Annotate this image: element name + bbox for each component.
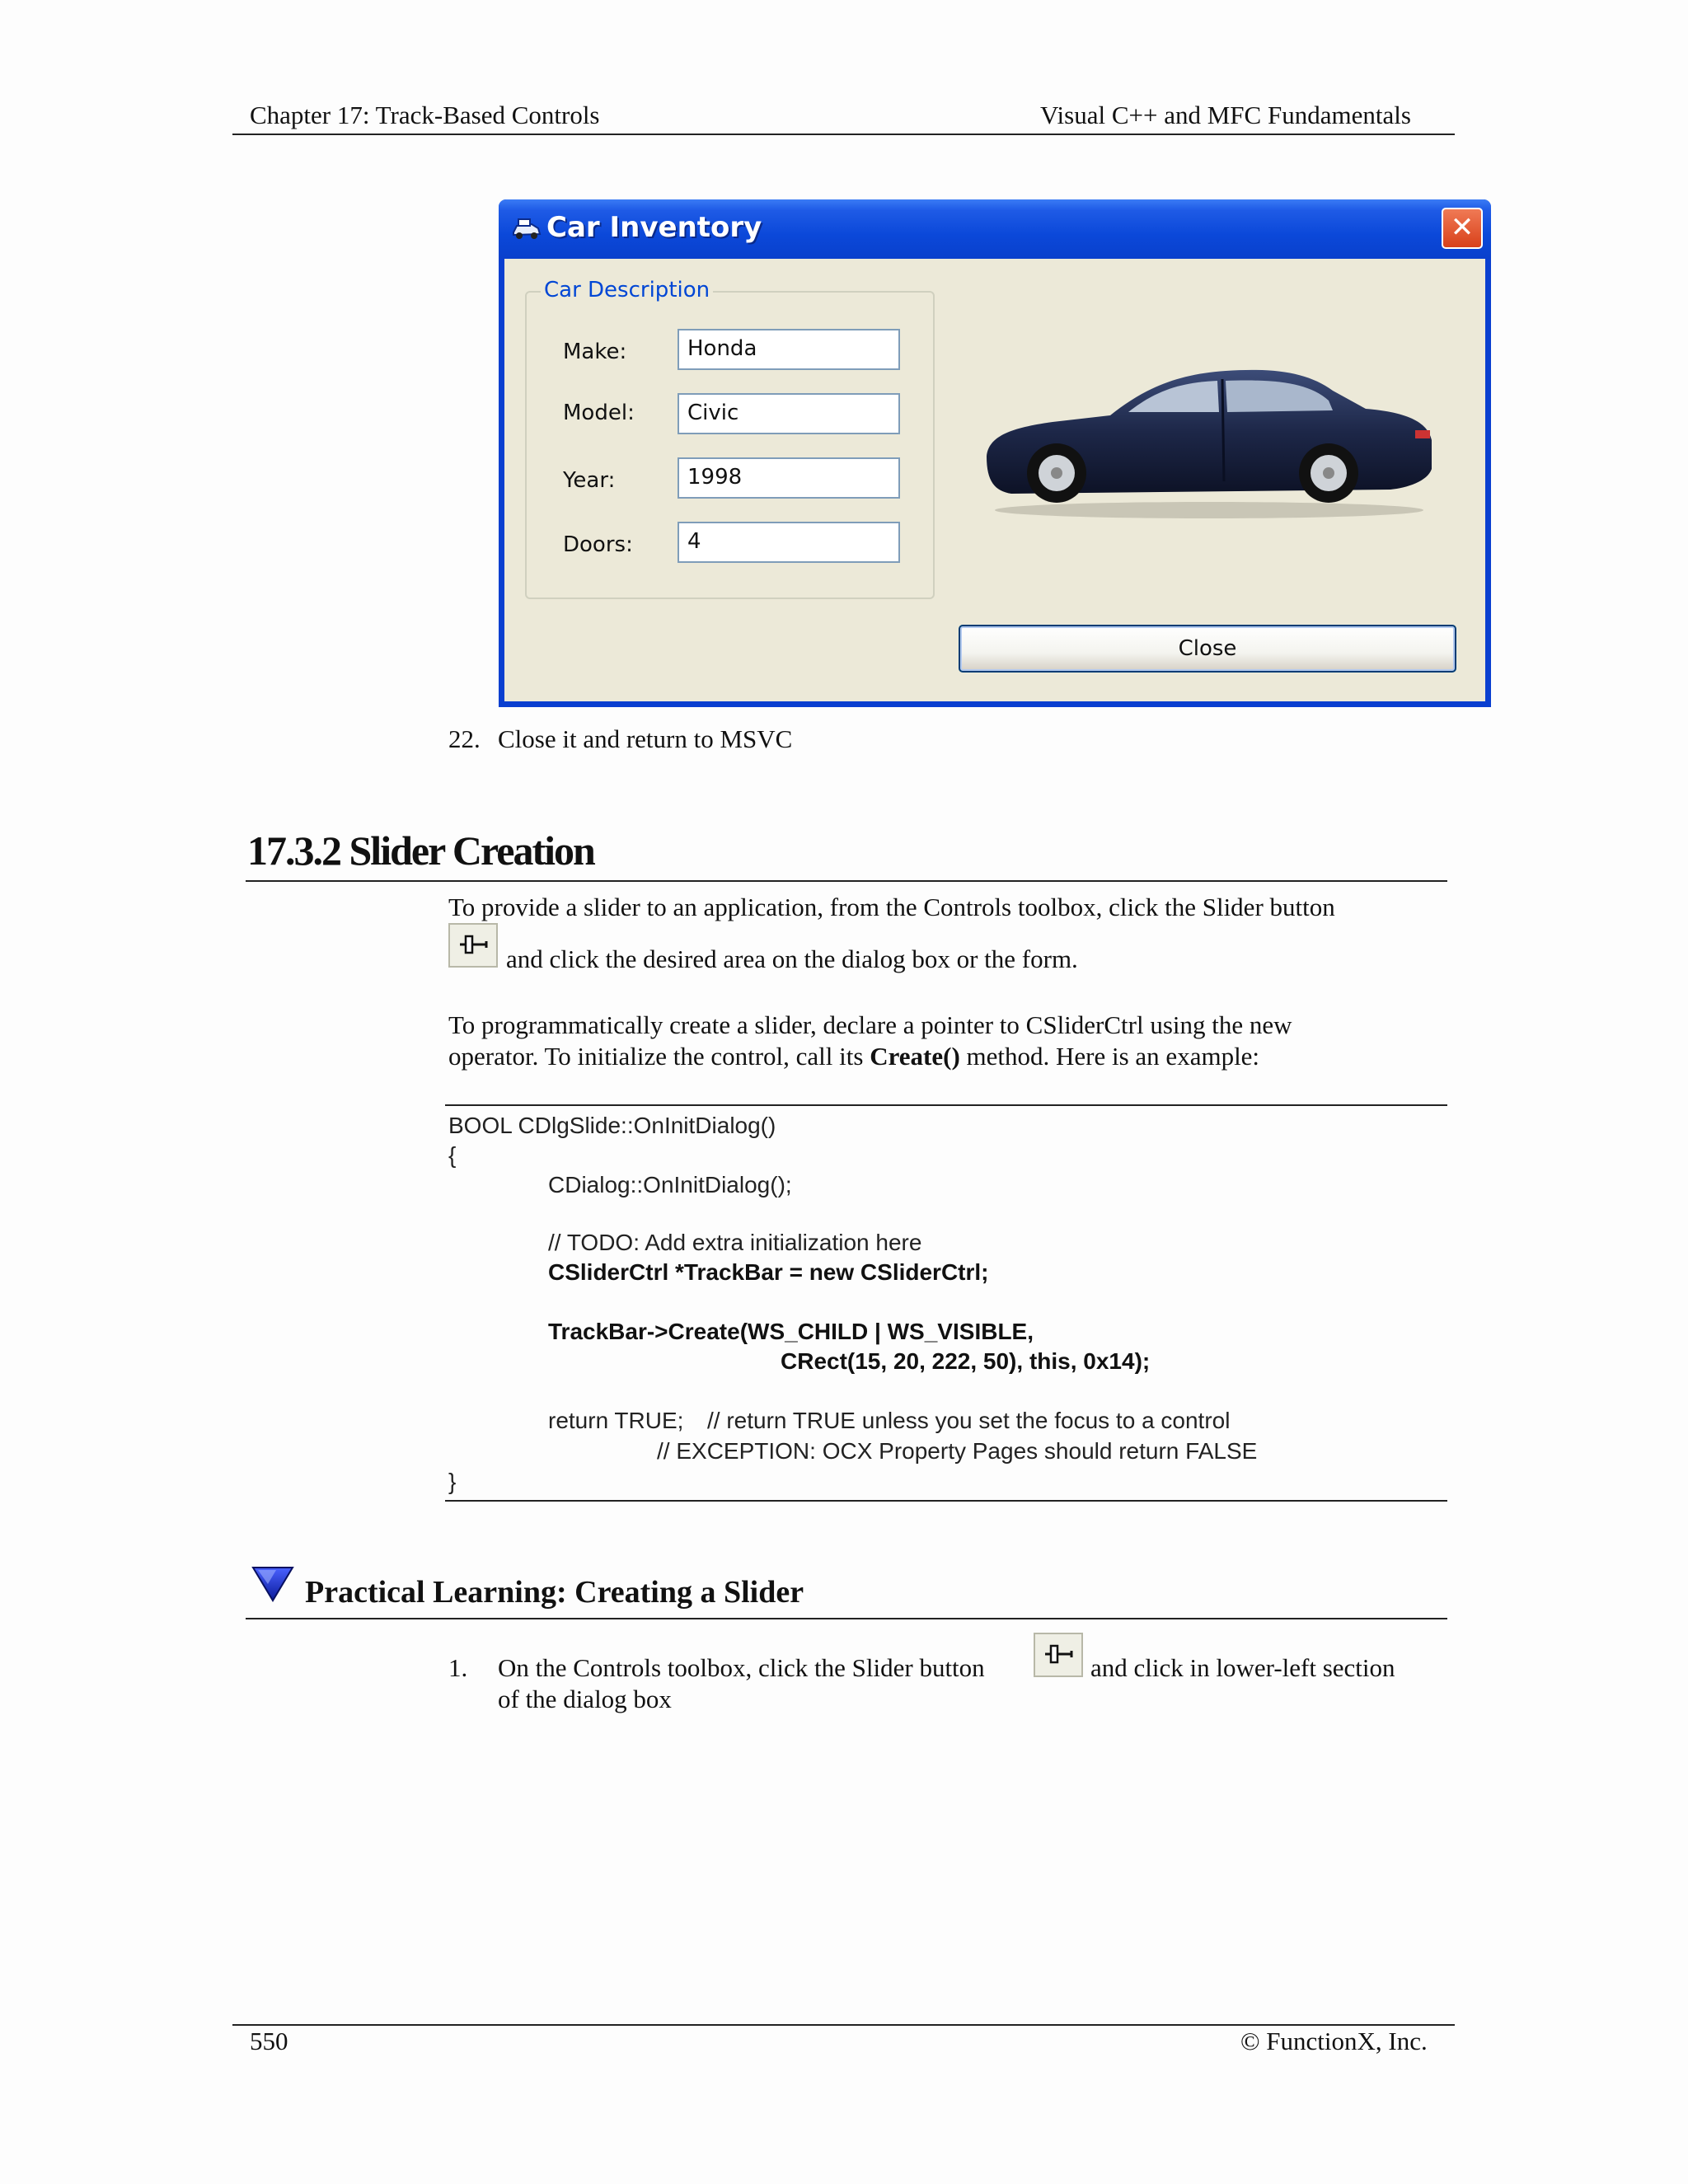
code-line-7: CRect(15, 20, 222, 50), this, 0x14); xyxy=(781,1348,1151,1374)
slider-tool-icon xyxy=(1034,1633,1083,1677)
code-line-2: { xyxy=(448,1142,457,1168)
step-1-text-b: and click in lower-left section xyxy=(1090,1653,1395,1682)
slider-tool-icon xyxy=(448,923,498,968)
code-line-9: // EXCEPTION: OCX Property Pages should return FALSE xyxy=(657,1438,1258,1464)
code-top-rule xyxy=(445,1104,1447,1106)
slider-paragraph-line-2: and click the desired area on the dialog box or the form. xyxy=(506,944,1078,973)
year-field[interactable]: 1998 xyxy=(678,457,900,499)
practical-learning-heading: Practical Learning: Creating a Slider xyxy=(305,1575,804,1610)
step-22-text: Close it and return to MSVC xyxy=(498,724,793,753)
close-button[interactable]: Close xyxy=(959,625,1456,673)
create-paragraph-line-2 xyxy=(448,1041,1259,1072)
create-text-c: method. Here is an example: xyxy=(959,1042,1260,1071)
code-bottom-rule xyxy=(445,1500,1447,1502)
car-image xyxy=(978,358,1436,523)
create-method-name: Create() xyxy=(870,1042,960,1071)
header-rule xyxy=(232,134,1455,135)
make-label: Make: xyxy=(563,340,627,364)
code-line-8a: return TRUE; xyxy=(548,1408,684,1433)
section-rule xyxy=(246,880,1447,882)
year-label: Year: xyxy=(563,468,616,493)
code-line-5: CSliderCtrl *TrackBar = new CSliderCtrl; xyxy=(548,1259,989,1285)
code-line-6: TrackBar->Create(WS_CHILD | WS_VISIBLE, xyxy=(548,1319,1034,1344)
copyright: © FunctionX, Inc. xyxy=(1240,2027,1428,2055)
practical-learning-arrow-icon xyxy=(251,1564,294,1602)
page-number: 550 xyxy=(250,2027,288,2055)
footer-rule xyxy=(232,2024,1455,2026)
code-line-4: // TODO: Add extra initialization here xyxy=(548,1230,922,1255)
practical-rule xyxy=(246,1618,1447,1619)
close-icon[interactable]: ✕ xyxy=(1442,208,1483,249)
model-field[interactable]: Civic xyxy=(678,393,900,434)
dialog-title-bar[interactable] xyxy=(499,199,1491,259)
car-inventory-dialog xyxy=(499,199,1491,707)
step-1-text-c: of the dialog box xyxy=(498,1685,672,1713)
code-line-1: BOOL CDlgSlide::OnInitDialog() xyxy=(448,1113,776,1138)
make-field[interactable]: Honda xyxy=(678,329,900,370)
doors-label: Doors: xyxy=(563,532,633,557)
slider-paragraph-line-1: To provide a slider to an application, from the Controls toolbox, click the Slider button xyxy=(448,893,1335,921)
model-label: Model: xyxy=(563,401,635,425)
code-line-10: } xyxy=(448,1469,457,1494)
car-icon xyxy=(510,214,543,242)
group-label: Car Description xyxy=(541,278,713,302)
code-line-3: CDialog::OnInitDialog(); xyxy=(548,1172,792,1197)
step-1-number: 1. xyxy=(448,1653,468,1682)
create-paragraph-line-1: To programmatically create a slider, declare a pointer to CSliderCtrl using the new xyxy=(448,1010,1292,1039)
create-text-a: operator. To initialize the control, call its xyxy=(448,1042,870,1071)
doors-field[interactable]: 4 xyxy=(678,522,900,563)
header-chapter: Chapter 17: Track-Based Controls xyxy=(250,101,600,129)
step-1-text-a: On the Controls toolbox, click the Slider button xyxy=(498,1653,985,1682)
dialog-client-area xyxy=(504,259,1485,701)
section-heading: 17.3.2 Slider Creation xyxy=(247,827,594,874)
step-22-number: 22. xyxy=(448,724,481,753)
header-book-title: Visual C++ and MFC Fundamentals xyxy=(1040,101,1411,129)
dialog-title: Car Inventory xyxy=(546,211,762,244)
code-line-8b: // return TRUE unless you set the focus to a control xyxy=(707,1408,1231,1433)
